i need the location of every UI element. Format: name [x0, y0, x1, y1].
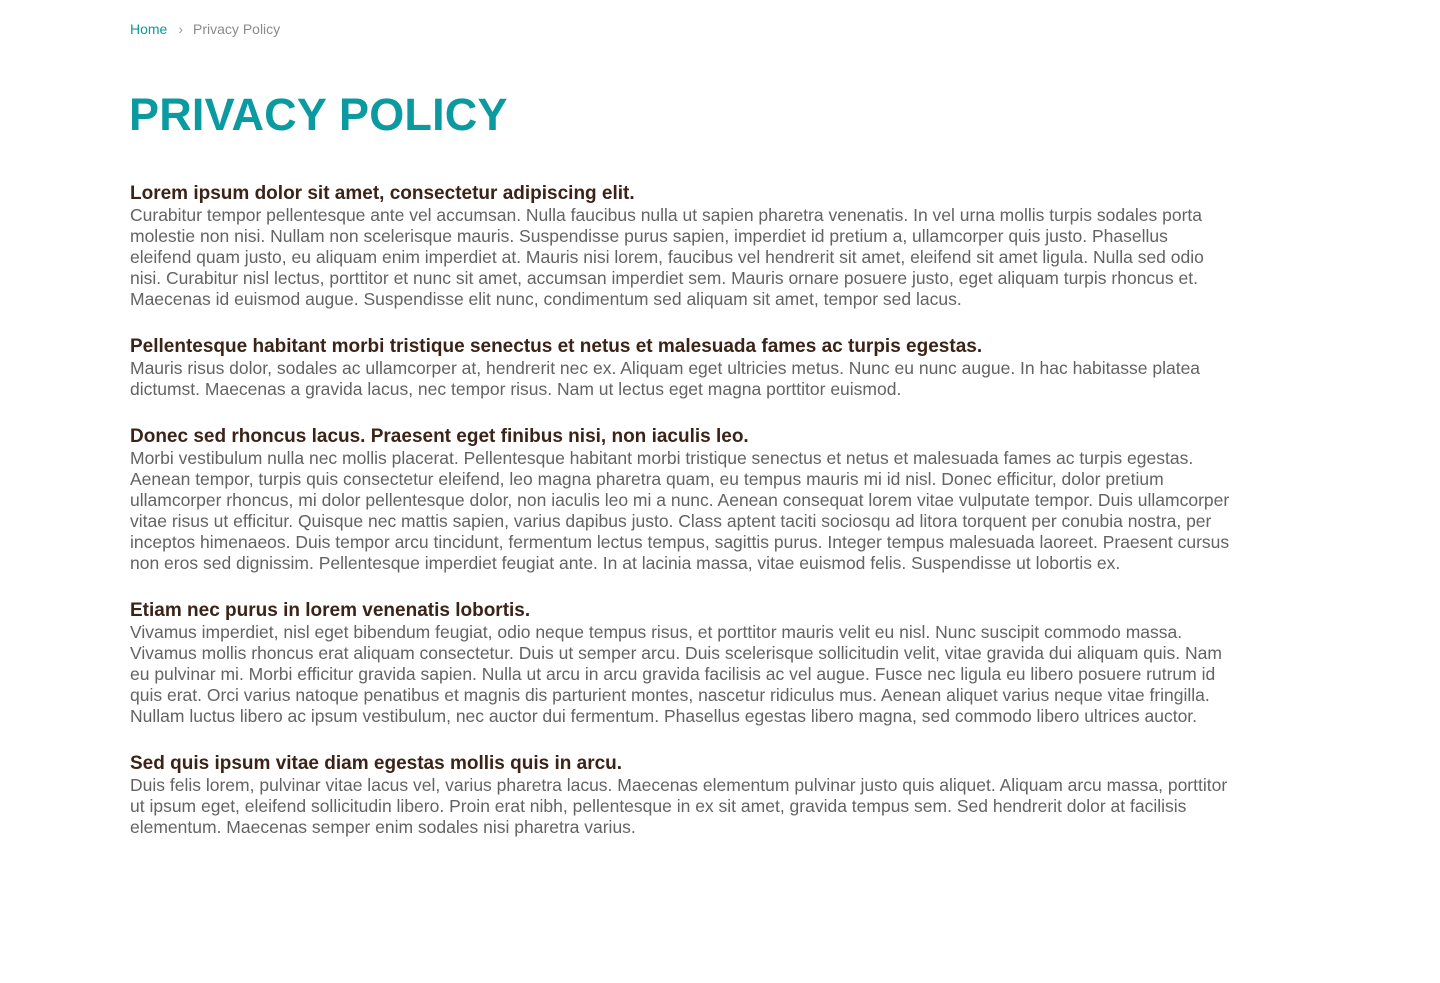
breadcrumb [130, 21, 280, 37]
policy-content [130, 183, 1230, 864]
policy-section [130, 336, 1230, 400]
section-heading: Donec sed rhoncus lacus. Praesent eget finibus nisi, non iaculis leo. [130, 426, 749, 447]
policy-section [130, 426, 1230, 574]
chevron-right-icon: › [178, 21, 184, 37]
policy-section [130, 183, 1230, 310]
policy-section [130, 600, 1230, 727]
section-heading: Lorem ipsum dolor sit amet, consectetur adipiscing elit. [130, 183, 635, 204]
breadcrumb-home-link[interactable]: Home [130, 21, 168, 37]
section-heading: Etiam nec purus in lorem venenatis lobortis. [130, 600, 531, 621]
section-body: Curabitur tempor pellentesque ante vel accumsan. Nulla faucibus nulla ut sapien pharetra venenatis. In vel urna mollis turpis sodales porta molestie non nisi. Nullam non scelerisque mauris. Suspendisse purus sapien, imperdiet id pretium a, ullamcorper quis justo. Phasellus eleifend quam justo, eu aliquam enim imperdiet at. Mauris nisi lorem, faucibus vel hendrerit sit amet, eleifend sit amet ligula. Nulla sed odio nisi. Curabitur nisl lectus, porttitor et nunc sit amet, accumsan imperdiet sem. Mauris ornare posuere justo, eget aliquam turpis rhoncus et. Maecenas id euismod augue. Suspendisse elit nunc, condimentum sed aliquam sit amet, tempor sed lacus. [130, 205, 1204, 309]
section-body: Duis felis lorem, pulvinar vitae lacus vel, varius pharetra lacus. Maecenas elementum pulvinar justo quis aliquet. Aliquam arcu massa, porttitor ut ipsum eget, eleifend sollicitudin libero. Proin erat nibh, pellentesque in ex sit amet, gravida tempus sem. Sed hendrerit dolor at facilisis elementum. Maecenas semper enim sodales nisi pharetra varius. [130, 775, 1228, 837]
section-heading: Pellentesque habitant morbi tristique senectus et netus et malesuada fames ac turpis egestas. [130, 336, 983, 357]
section-body: Vivamus imperdiet, nisl eget bibendum feugiat, odio neque tempus risus, et porttitor mauris velit eu nisl. Nunc suscipit commodo massa. Vivamus mollis rhoncus erat aliquam consectetur. Duis ut semper arcu. Duis scelerisque sollicitudin velit, vitae gravida dui aliquam quis. Nam eu pulvinar mi. Morbi efficitur gravida sapien. Nulla ut arcu in arcu gravida facilisis ac vel augue. Fusce nec ligula eu libero posuere rutrum id quis erat. Orci varius natoque penatibus et magnis dis parturient montes, nascetur ridiculus mus. Aenean aliquet varius neque vitae fringilla. Nullam luctus libero ac ipsum vestibulum, nec auctor dui fermentum. Phasellus egestas libero magna, sed commodo libero ultrices auctor. [130, 622, 1222, 726]
section-body: Morbi vestibulum nulla nec mollis placerat. Pellentesque habitant morbi tristique senectus et netus et malesuada fames ac turpis egestas. Aenean tempor, turpis quis consectetur eleifend, leo magna pharetra quam, eu tempus mauris mi id nisl. Donec efficitur, dolor pretium ullamcorper rhoncus, mi dolor pellentesque dolor, non iaculis leo mi a nunc. Aenean consequat lorem vitae vulputate tempor. Duis ullamcorper vitae risus ut efficitur. Quisque nec mattis sapien, varius dapibus justo. Class aptent taciti sociosqu ad litora torquent per conubia nostra, per inceptos himenaeos. Duis tempor arcu tincidunt, fermentum lectus tempus, sagittis purus. Integer tempus malesuada laoreet. Praesent cursus non eros sed dignissim. Pellentesque imperdiet feugiat ante. In at lacinia massa, vitae euismod felis. Suspendisse ut lobortis ex. [130, 448, 1230, 573]
policy-section [130, 753, 1230, 838]
breadcrumb-current: Privacy Policy [193, 21, 281, 37]
section-heading: Sed quis ipsum vitae diam egestas mollis quis in arcu. [130, 753, 623, 774]
section-body: Mauris risus dolor, sodales ac ullamcorper at, hendrerit nec ex. Aliquam eget ultricies metus. Nunc eu nunc augue. In hac habitasse platea dictumst. Maecenas a gravida lacus, nec tempor risus. Nam ut lectus eget magna porttitor euismod. [130, 358, 1201, 399]
page-title: PRIVACY POLICY [129, 89, 508, 140]
